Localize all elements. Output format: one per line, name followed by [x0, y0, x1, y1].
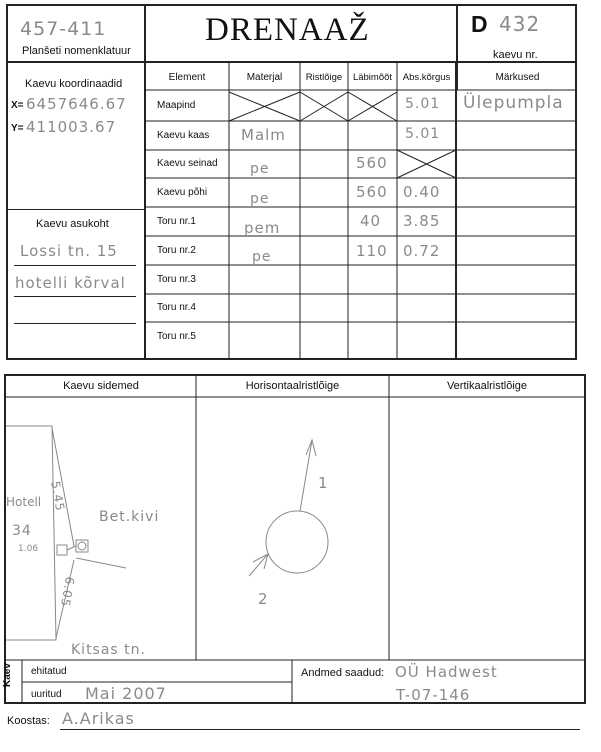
row-element: Maapind [157, 100, 196, 111]
sheet-label: Planšeti nomenklatuur [22, 45, 131, 57]
location-line1: Lossi tn. 15 [20, 242, 118, 260]
data-source-label: Andmed saadud: [301, 667, 385, 679]
row-element: Toru nr.3 [157, 274, 196, 285]
horizontal-section-drawing [197, 398, 389, 660]
data-source-value-1: OÜ Hadwest [395, 663, 498, 681]
header-materjal: Materjal [246, 72, 283, 83]
well-label: kaevu nr. [493, 49, 538, 61]
header-labimoot: Läbimõõt [352, 72, 393, 83]
cell-labimoot: 110 [356, 242, 388, 260]
pipe-1-label: 1 [318, 474, 329, 492]
street-label: Kitsas tn. [71, 642, 146, 658]
sheet-number: 457-411 [20, 18, 107, 40]
row-element: Kaevu seinad [157, 158, 218, 169]
row-element: Kaevu põhi [157, 187, 208, 198]
cell-materjal: Malm [241, 126, 286, 144]
header-markused: Märkused [495, 72, 540, 83]
cell-abs: 3.85 [403, 212, 441, 230]
building-number: 34 [12, 523, 32, 539]
well-number: 432 [499, 12, 541, 36]
page-title: DRENAAŽ [205, 12, 370, 48]
building-elev: 1.06 [18, 544, 39, 554]
coords-label: Kaevu koordinaadid [25, 78, 123, 90]
pipe-2-label: 2 [258, 590, 269, 608]
cell-materjal: pe [252, 249, 272, 265]
coord-x-label: X= [11, 100, 24, 111]
coord-y-value: 411003.67 [26, 118, 117, 136]
header-ristloige: Ristlõige [305, 72, 343, 83]
surveyed-label: uuritud [31, 689, 62, 700]
dist-upper: 5.45 [48, 480, 68, 513]
col-title-vertikaal: Vertikaalristlõige [446, 380, 528, 392]
cell-materjal: pe [250, 161, 270, 177]
author-label: Koostas: [7, 715, 50, 727]
header-abs-korgus: Abs.kõrgus [402, 72, 451, 83]
data-source-value-2: T-07-146 [396, 686, 471, 704]
author-value: A.Arikas [62, 709, 135, 728]
location-label: Kaevu asukoht [36, 218, 109, 230]
row-element: Toru nr.2 [157, 245, 196, 256]
built-label: ehitatud [31, 666, 67, 677]
row-element: Toru nr.4 [157, 302, 196, 313]
coord-x-value: 6457646.67 [26, 95, 127, 113]
cell-materjal: pem [244, 219, 281, 237]
building-label: Hotell [6, 495, 42, 509]
coord-y-label: Y= [11, 123, 24, 134]
row-element: Toru nr.5 [157, 331, 196, 342]
row-element: Toru nr.1 [157, 216, 196, 227]
neighbor-label: Bet.kivi [99, 509, 160, 525]
well-prefix: D [471, 11, 488, 37]
row-element: Kaevu kaas [157, 130, 210, 141]
cell-abs: 0.40 [403, 183, 441, 201]
dist-lower: 6.05 [57, 575, 77, 609]
cell-markused: Ülepumpla [463, 93, 564, 113]
location-line2: hotelli kõrval [15, 274, 126, 292]
cell-labimoot: 40 [360, 212, 382, 230]
cell-labimoot: 560 [356, 154, 388, 172]
cell-labimoot: 560 [356, 183, 388, 201]
surveyed-value: Mai 2007 [85, 684, 167, 703]
cell-materjal: pe [250, 191, 270, 207]
cell-abs: 5.01 [405, 96, 441, 112]
col-title-horisontaal: Horisontaalristlõige [245, 380, 340, 392]
footer-side-label: Kaev [2, 663, 13, 687]
cell-abs: 0.72 [403, 242, 441, 260]
header-element: Element [168, 72, 206, 83]
col-title-sidemed: Kaevu sidemed [63, 380, 139, 392]
location-sketch [6, 398, 196, 660]
cell-abs: 5.01 [405, 126, 441, 142]
